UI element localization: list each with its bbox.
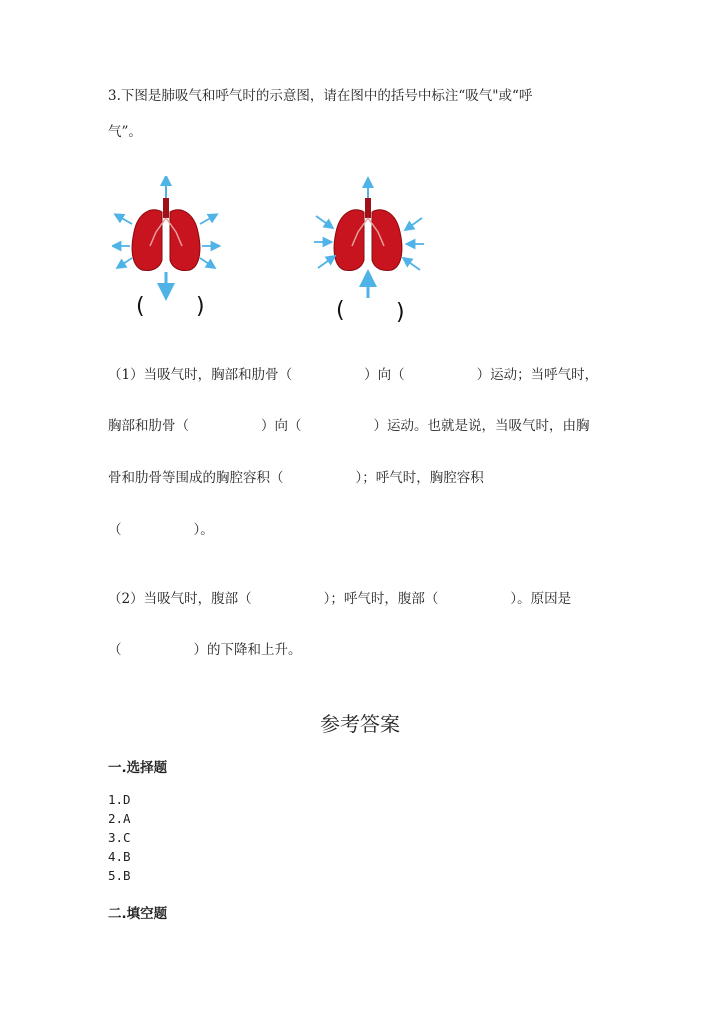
answer-item: 5.B — [108, 868, 131, 883]
text: ）的下降和上升。 — [193, 642, 302, 658]
lung-diagram-left — [112, 176, 222, 306]
answer-key-title: 参考答案 — [320, 712, 400, 736]
answer-item: 1.D — [108, 792, 131, 807]
question-title-line1: 3.下图是肺吸气和呼气时的示意图，请在图中的括号中标注“吸气"或“呼 — [108, 88, 533, 104]
part2-line1 — [108, 589, 571, 609]
part1-line3 — [108, 468, 484, 488]
lung-illustration — [112, 176, 222, 306]
answer-item: 2.A — [108, 811, 131, 826]
text: （ — [108, 522, 122, 538]
text: ）运动。也就是说，当吸气时，由胸 — [373, 418, 590, 434]
text: ）向（ — [364, 367, 405, 383]
question-title-line2: 气”。 — [108, 124, 142, 140]
text: ）。原因是 — [510, 591, 572, 607]
text: ）；呼气时，腹部（ — [323, 591, 439, 607]
section-heading-fill: 二.填空题 — [108, 906, 168, 922]
text: ）运动；当呼气时， — [476, 367, 599, 383]
text: （1）当吸气时，胸部和肋骨（ — [108, 367, 293, 383]
answer-paren-close-right: ) — [396, 300, 405, 325]
answer-item: 3.C — [108, 830, 131, 845]
answer-list — [108, 790, 131, 885]
lung-diagram-right — [312, 176, 426, 306]
answer-paren-open-right: ( — [336, 298, 345, 323]
section-heading-choice: 一.选择题 — [108, 760, 168, 776]
text: 骨和肋骨等围成的胸腔容积（ — [108, 470, 284, 486]
part1-line2 — [108, 416, 590, 436]
text: ）；呼气时，胸腔容积 — [355, 470, 484, 486]
text: ）向（ — [261, 418, 302, 434]
text: 胸部和肋骨（ — [108, 418, 189, 434]
lung-illustration — [312, 176, 426, 306]
text: （2）当吸气时，腹部（ — [108, 591, 252, 607]
part1-line4 — [108, 520, 214, 540]
answer-paren-close-left: ) — [196, 294, 205, 319]
text: ）。 — [193, 522, 214, 538]
part1-line1 — [108, 365, 598, 385]
answer-paren-open-left: ( — [136, 294, 145, 319]
answer-item: 4.B — [108, 849, 131, 864]
part2-line2 — [108, 640, 302, 660]
text: （ — [108, 642, 122, 658]
